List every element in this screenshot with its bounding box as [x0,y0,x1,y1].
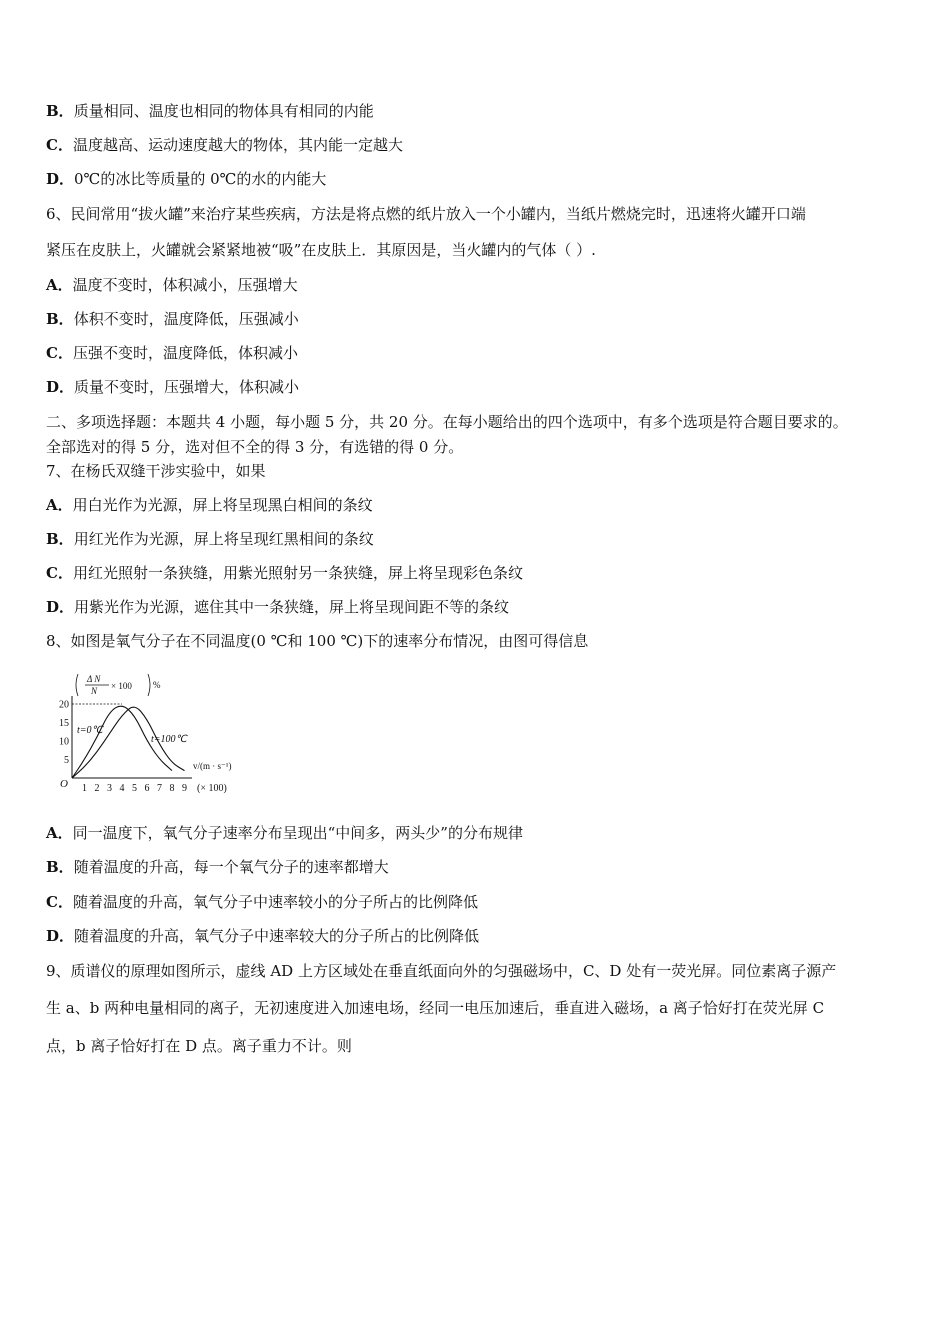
option-key: D． [46,170,75,188]
x-tick-label: 4 [119,783,125,794]
option-text: 用红光作为光源，屏上将呈现红黑相间的条纹 [73,530,374,548]
x-tick-label: 8 [169,783,175,794]
option-text: 用白光作为光源，屏上将呈现黑白相间的条纹 [72,496,373,514]
q7-option-d [46,597,509,617]
x-tick-label: 5 [132,783,137,794]
section2-instructions-line1: 二、多项选择题：本题共 4 小题，每小题 5 分，共 20 分。在每小题给出的四个选项中，有多个选项是符合题目要求的。 [46,413,848,431]
option-text: 质量相同、温度也相同的物体具有相同的内能 [73,102,374,120]
x-multiplier-label: (× 100) [197,783,227,794]
q5-option-c [46,135,403,155]
q6-stem-line1: 6、民间常用“拔火罐”来治疗某些疾病，方法是将点燃的纸片放入一个小罐内，当纸片燃烧完时，迅速将火罐开口端 [46,205,806,223]
option-text: 体积不变时，温度降低，压强减小 [73,310,299,328]
option-key: C． [46,564,73,582]
q9-stem-line2: 生 a、b 两种电量相同的离子，无初速度进入加速电场，经同一电压加速后，垂直进入磁场，a 离子恰好打在荧光屏 C [46,999,825,1017]
option-key: A． [46,496,73,514]
option-text: 温度不变时，体积减小，压强增大 [72,276,298,294]
option-text: 0℃的冰比等质量的 0℃的水的内能大 [74,170,327,188]
option-text: 随着温度的升高，每一个氧气分子的速率都增大 [73,858,389,876]
q5-option-d [46,169,326,189]
option-text: 压强不变时，温度降低，体积减小 [72,344,298,362]
q9-stem-line1: 9、质谱仪的原理如图所示，虚线 AD 上方区域处在垂直纸面向外的匀强磁场中，C、D 处有一荧光屏。同位素离子源产 [46,962,837,980]
option-key: C． [46,344,73,362]
option-key: B． [46,102,74,120]
x-tick-label: 7 [157,783,162,794]
option-key: B． [46,310,74,328]
y-tick-label: 15 [59,718,69,729]
option-key: B． [46,858,74,876]
section2-instructions-line2: 全部选对的得 5 分，选对但不全的得 3 分，有选错的得 0 分。 [46,438,464,456]
speed-distribution-chart [50,670,260,798]
option-key: C． [46,893,73,911]
q6-option-d [46,377,299,397]
y-label-denominator: N [91,686,98,696]
q8-option-c [46,892,478,912]
q8-option-d [46,926,479,946]
q5-option-b [46,101,374,121]
option-text: 随着温度的升高，氧气分子中速率较小的分子所占的比例降低 [72,893,478,911]
y-axis-label [76,674,161,696]
q7-option-c [46,563,523,583]
option-key: A． [46,276,73,294]
q7-option-a [46,495,373,515]
y-tick-label: 5 [64,755,69,766]
q6-stem-line2: 紧压在皮肤上，火罐就会紧紧地被“吸”在皮肤上．其原因是，当火罐内的气体（ ）. [46,241,596,259]
y-tick-label: 20 [59,699,69,711]
series-label-t100: t=100℃ [151,734,187,745]
x-axis-label: v/(m · s⁻¹) [193,761,232,771]
option-key: A． [46,824,73,842]
q6-option-c [46,343,298,363]
option-key: D． [46,378,75,396]
series-label-t0: t=0℃ [77,725,103,736]
option-text: 温度越高、运动速度越大的物体，其内能一定越大 [72,136,403,154]
option-text: 用红光照射一条狭缝，用紫光照射另一条狭缝，屏上将呈现彩色条纹 [72,564,523,582]
option-text: 质量不变时，压强增大，体积减小 [74,378,300,396]
option-key: D． [46,927,75,945]
x-tick-label: 3 [107,783,112,794]
q6-option-b [46,309,299,329]
x-tick-label: 1 [82,783,87,794]
option-text: 用紫光作为光源，遮住其中一条狭缝，屏上将呈现间距不等的条纹 [74,598,510,616]
x-tick-label: 2 [94,783,100,794]
option-text: 同一温度下，氧气分子速率分布呈现出“中间多，两头少”的分布规律 [72,824,523,842]
option-key: C． [46,136,73,154]
option-key: D． [46,598,75,616]
q8-option-a [46,823,523,843]
x-tick-labels [82,783,187,794]
q9-stem-line3: 点，b 离子恰好打在 D 点。离子重力不计。则 [46,1037,352,1055]
q6-option-a [46,275,298,295]
y-label-unit: % [153,680,161,690]
q7-stem: 7、在杨氏双缝干涉实验中，如果 [46,462,266,480]
origin-label: O [60,778,68,790]
y-label-times: × 100 [111,681,132,691]
option-text: 随着温度的升高，氧气分子中速率较大的分子所占的比例降低 [74,927,480,945]
q8-option-b [46,857,389,877]
y-tick-label: 10 [59,736,69,748]
y-label-numerator: Δ N [87,674,101,684]
x-tick-label: 9 [182,783,187,794]
y-tick-labels [59,700,69,767]
q8-stem: 8、如图是氧气分子在不同温度(0 ℃和 100 ℃)下的速率分布情况，由图可得信息 [46,632,589,650]
option-key: B． [46,530,74,548]
q7-option-b [46,529,374,549]
x-tick-label: 6 [144,783,150,794]
